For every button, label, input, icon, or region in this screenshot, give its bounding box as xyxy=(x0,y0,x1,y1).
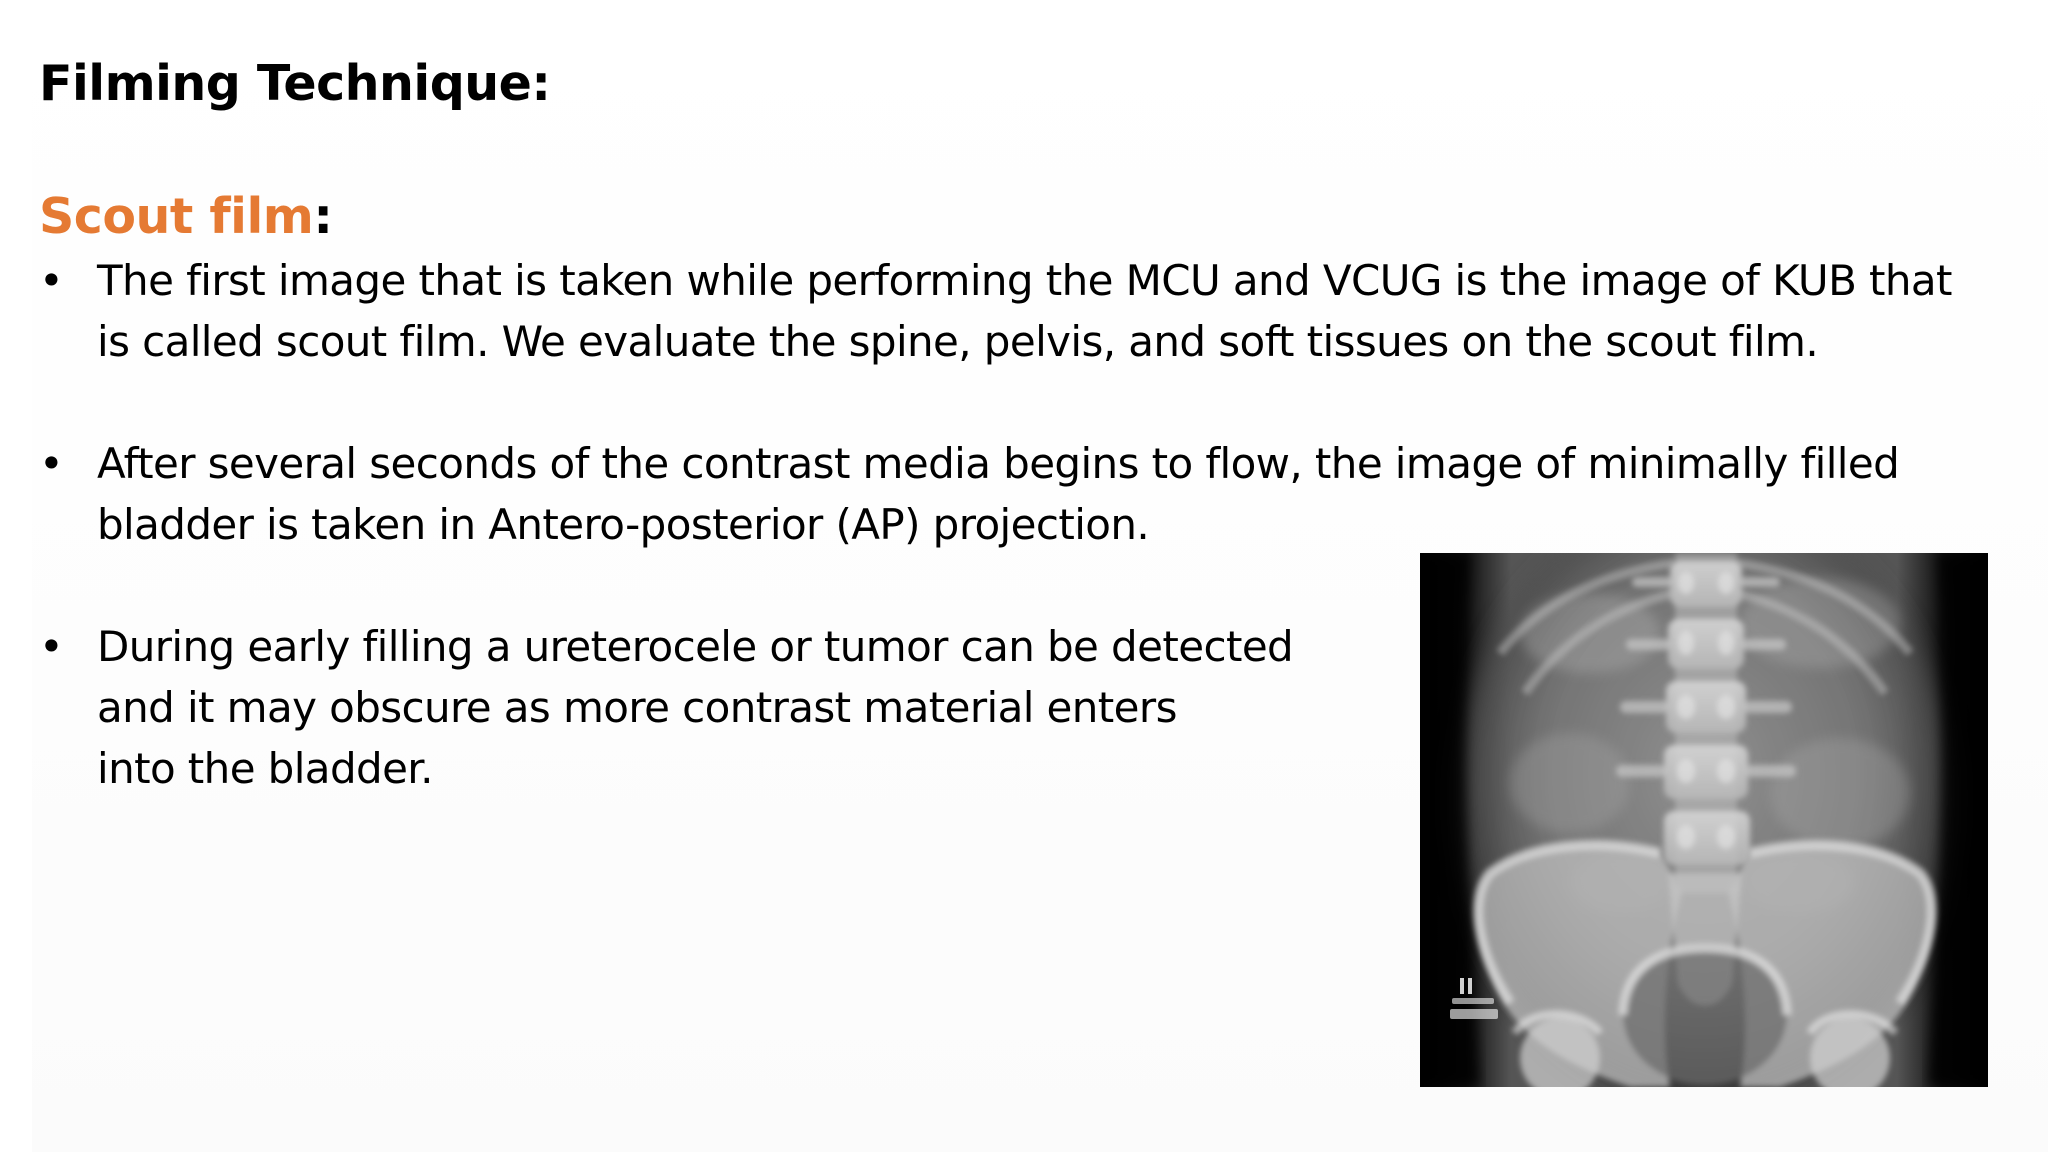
bullet-marker: • xyxy=(39,439,64,488)
section-heading-colon: : xyxy=(313,188,333,245)
bullet-marker: • xyxy=(39,622,64,671)
bullet-item xyxy=(39,250,1952,372)
section-heading-label: Scout film xyxy=(39,188,314,245)
bullet-marker: • xyxy=(39,256,64,305)
section-heading xyxy=(39,187,332,247)
bullet-text-line: is called scout film. We evaluate the spine, pelvis, and soft tissues on the scout film. xyxy=(97,317,1819,366)
bullet-text-line: After several seconds of the contrast media begins to flow, the image of minimally filled xyxy=(97,439,1900,488)
bullet-text-line: The first image that is taken while performing the MCU and VCUG is the image of KUB that xyxy=(97,256,1952,305)
xray-illustration xyxy=(1420,553,1988,1087)
bullet-text-line: into the bladder. xyxy=(97,744,433,793)
kub-xray-image xyxy=(1420,553,1988,1087)
bullet-text-line: and it may obscure as more contrast material enters xyxy=(97,683,1177,732)
slide-title: Filming Technique: xyxy=(39,55,551,112)
bullet-text-line: During early filling a ureterocele or tumor can be detected xyxy=(97,622,1294,671)
bullet-item xyxy=(39,433,1952,555)
bullet-text-line: bladder is taken in Antero-posterior (AP) projection. xyxy=(97,500,1150,549)
